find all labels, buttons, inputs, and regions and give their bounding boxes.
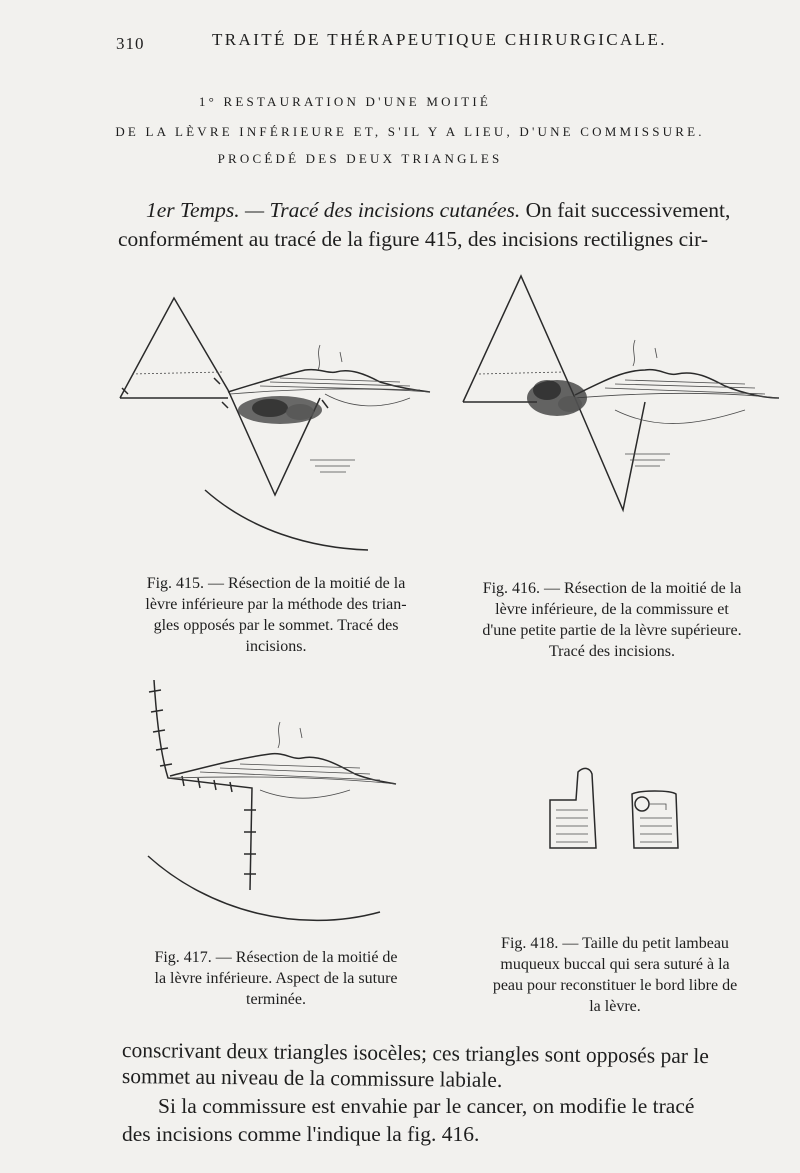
closing-line-1: conscrivant deux triangles isocèles; ces triangles sont opposés par le bbox=[121, 1038, 710, 1069]
caption-line: Tracé des incisions. bbox=[548, 643, 676, 660]
figure-415-illustration bbox=[110, 290, 440, 555]
caption-line: peau pour reconstituer le bord libre de bbox=[492, 977, 738, 994]
suture-line-417 bbox=[149, 680, 256, 890]
closing-line-2: sommet au niveau de la commissure labiale. bbox=[121, 1064, 503, 1092]
flap-left-418 bbox=[550, 768, 596, 848]
closing-line-3: Si la commissure est envahie par le cancer, on modifie le tracé bbox=[158, 1094, 695, 1118]
caption-line: lèvre inférieure, de la commissure et bbox=[495, 601, 729, 618]
flap-right-418 bbox=[632, 791, 678, 848]
section-title-line-1: 1° RESTAURATION D'UNE MOITIÉ bbox=[198, 94, 492, 109]
caption-line: Fig. 418. — Taille du petit lambeau bbox=[501, 935, 729, 952]
caption-line: gles opposés par le sommet. Tracé des bbox=[153, 617, 399, 634]
intro-line-1 bbox=[146, 198, 730, 223]
caption-line: Fig. 416. — Résection de la moitié de la bbox=[482, 580, 742, 597]
caption-line: incisions. bbox=[245, 638, 307, 655]
caption-line: la lèvre inférieure. Aspect de la suture bbox=[154, 970, 398, 987]
lips-416 bbox=[575, 370, 779, 424]
nose-and-chin-415 bbox=[205, 345, 368, 550]
section-title-line-2: DE LA LÈVRE INFÉRIEURE ET, S'IL Y A LIEU, D'UNE COMMISSURE. bbox=[115, 124, 705, 139]
tumor-mass-416 bbox=[527, 380, 587, 416]
figure-415-caption bbox=[118, 573, 434, 657]
caption-line: Fig. 415. — Résection de la moitié de la bbox=[146, 575, 406, 592]
nose-and-chin-416 bbox=[625, 340, 670, 466]
tumor-mass-415 bbox=[238, 396, 322, 424]
figure-416-illustration bbox=[455, 270, 785, 520]
figure-417-illustration bbox=[140, 672, 410, 937]
caption-line: d'une petite partie de la lèvre supérieure. bbox=[482, 622, 742, 639]
triangle-incisions-415 bbox=[120, 298, 328, 495]
caption-line: Fig. 417. — Résection de la moitié de bbox=[154, 949, 398, 966]
running-header: TRAITÉ DE THÉRAPEUTIQUE CHIRURGICALE. bbox=[212, 30, 667, 49]
caption-line: la lèvre. bbox=[589, 998, 641, 1015]
lips-417 bbox=[170, 754, 396, 799]
figure-418-illustration bbox=[540, 760, 690, 855]
caption-line: lèvre inférieure par la méthode des trian- bbox=[145, 596, 407, 613]
section-title-line-3: PROCÉDÉ DES DEUX TRIANGLES bbox=[217, 151, 503, 166]
figure-416-caption bbox=[453, 578, 771, 662]
intro-line-2: conformément au tracé de la figure 415, des incisions rectilignes cir- bbox=[118, 227, 709, 251]
nose-and-chin-417 bbox=[148, 722, 380, 920]
figure-418-caption bbox=[455, 933, 775, 1017]
figure-417-caption bbox=[118, 947, 434, 1010]
page-number: 310 bbox=[116, 34, 145, 53]
step-label: 1er Temps. — Tracé des incisions cutanées. bbox=[146, 198, 521, 222]
intro-line-1-rest: On fait successivement, bbox=[525, 198, 731, 222]
caption-line: muqueux buccal qui sera suturé à la bbox=[500, 956, 730, 973]
closing-line-4: des incisions comme l'indique la fig. 416. bbox=[122, 1122, 480, 1146]
caption-line: terminée. bbox=[246, 991, 306, 1008]
